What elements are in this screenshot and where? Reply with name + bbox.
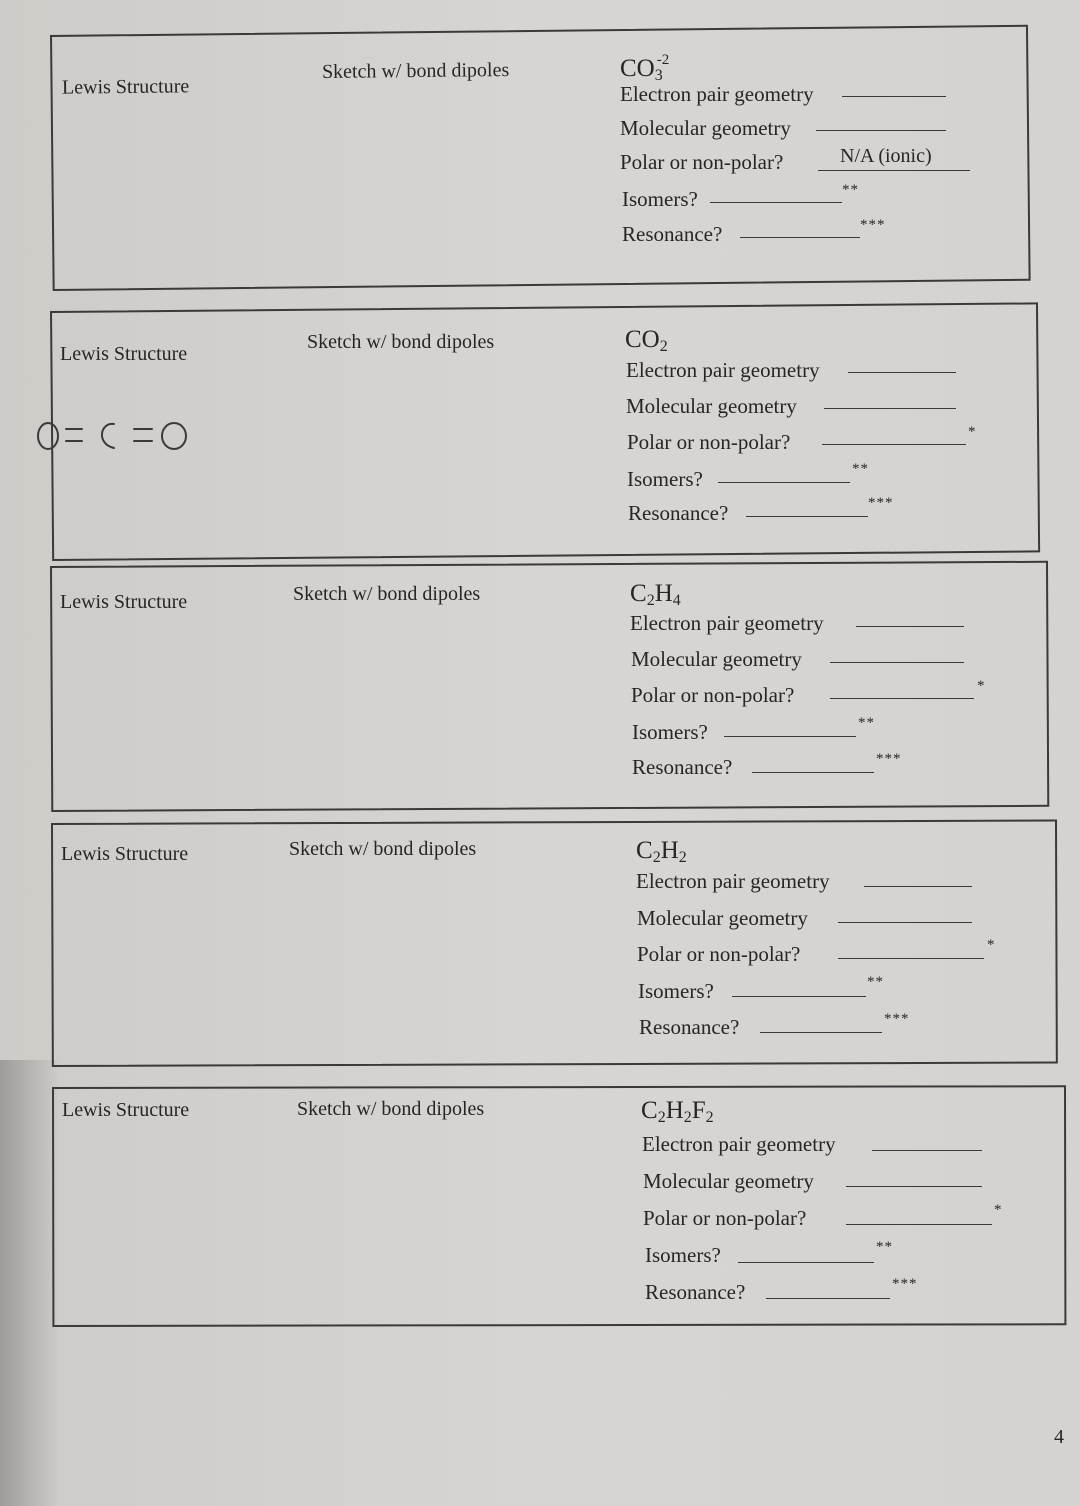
polar-marker: * — [987, 937, 996, 953]
answer-line — [842, 96, 946, 97]
sketch-label: Sketch w/ bond dipoles — [307, 331, 495, 353]
isomers-marker: ** — [852, 461, 869, 477]
answer-line — [856, 626, 964, 627]
resonance-marker: *** — [876, 751, 902, 767]
answer-line — [846, 1186, 982, 1187]
sketch-label: Sketch w/ bond dipoles — [321, 59, 510, 83]
formula-co3: $CO_3^{-2}$ — [620, 52, 670, 84]
answer-line — [838, 958, 984, 959]
polar-marker: * — [994, 1202, 1003, 1218]
answer-line — [738, 1262, 874, 1263]
isomers-label: Isomers? — [627, 467, 703, 491]
molecular-geometry-label: Molecular geometry — [626, 394, 797, 418]
electron-pair-label: Electron pair geometry — [636, 869, 830, 893]
answer-line — [822, 444, 966, 445]
formula-co2: $CO_2$ — [625, 326, 668, 355]
molecular-geometry-label: Molecular geometry — [631, 647, 802, 671]
polar-label: Polar or non-polar? — [631, 683, 795, 707]
electron-pair-label: Electron pair geometry — [620, 82, 814, 106]
lewis-structure-label: Lewis Structure — [62, 1099, 190, 1121]
lewis-structure-label: Lewis Structure — [61, 843, 189, 865]
page-shadow — [0, 1060, 60, 1506]
polar-label: Polar or non-polar? — [637, 942, 801, 966]
isomers-marker: ** — [867, 974, 884, 990]
answer-line — [816, 130, 946, 131]
resonance-label: Resonance? — [645, 1280, 746, 1304]
formula-c2h4: $C_2H_4$ — [630, 580, 681, 609]
answer-line — [830, 698, 974, 699]
answer-line — [746, 516, 868, 517]
electron-pair-label: Electron pair geometry — [642, 1132, 836, 1156]
isomers-marker: ** — [876, 1239, 893, 1255]
answer-line — [766, 1298, 890, 1299]
formula-c2h2f2: $C_2H_2F_2$ — [641, 1097, 714, 1126]
answer-line — [752, 772, 874, 773]
isomers-label: Isomers? — [632, 720, 708, 744]
lewis-structure-label: Lewis Structure — [60, 591, 188, 613]
answer-line — [872, 1150, 982, 1151]
polar-label: Polar or non-polar? — [620, 150, 784, 174]
page-number: 4 — [1054, 1426, 1064, 1448]
answer-line — [846, 1224, 992, 1225]
resonance-label: Resonance? — [628, 501, 729, 525]
isomers-label: Isomers? — [645, 1243, 721, 1267]
resonance-label: Resonance? — [632, 755, 733, 779]
resonance-marker: *** — [884, 1011, 910, 1027]
resonance-label: Resonance? — [639, 1015, 740, 1039]
answer-line — [724, 736, 856, 737]
electron-pair-label: Electron pair geometry — [626, 358, 820, 382]
answer-line — [732, 996, 866, 997]
molecular-geometry-label: Molecular geometry — [643, 1169, 814, 1193]
worksheet-box-c2h2 — [51, 819, 1058, 1067]
isomers-label: Isomers? — [622, 187, 698, 211]
answer-line — [848, 372, 956, 373]
lewis-structure-label: Lewis Structure — [60, 343, 188, 365]
isomers-marker: ** — [858, 715, 875, 731]
resonance-label: Resonance? — [622, 222, 723, 246]
polar-marker: * — [977, 678, 986, 694]
electron-pair-label: Electron pair geometry — [630, 611, 824, 635]
answer-line — [740, 237, 860, 238]
handwritten-lewis-structure — [30, 414, 200, 458]
polar-label: Polar or non-polar? — [627, 430, 791, 454]
sketch-label: Sketch w/ bond dipoles — [297, 1098, 485, 1120]
sketch-label: Sketch w/ bond dipoles — [289, 838, 477, 860]
lewis-structure-label: Lewis Structure — [61, 75, 190, 99]
answer-line — [718, 482, 850, 483]
sketch-label: Sketch w/ bond dipoles — [293, 583, 481, 605]
answer-line — [710, 202, 842, 203]
resonance-marker: *** — [868, 495, 894, 511]
answer-line — [864, 886, 972, 887]
answer-line — [830, 662, 964, 663]
polar-answer: N/A (ionic) — [840, 145, 932, 167]
answer-line — [838, 922, 972, 923]
formula-c2h2: $C_2H_2$ — [636, 837, 687, 866]
molecular-geometry-label: Molecular geometry — [637, 906, 808, 930]
answer-line — [760, 1032, 882, 1033]
worksheet-box-c2h4 — [50, 561, 1049, 812]
polar-label: Polar or non-polar? — [643, 1206, 807, 1230]
molecular-geometry-label: Molecular geometry — [620, 116, 791, 140]
resonance-marker: *** — [892, 1276, 918, 1292]
answer-line — [818, 170, 970, 171]
answer-line — [824, 408, 956, 409]
polar-marker: * — [968, 424, 977, 440]
isomers-marker: ** — [842, 182, 859, 198]
resonance-marker: *** — [860, 217, 886, 233]
isomers-label: Isomers? — [638, 979, 714, 1003]
